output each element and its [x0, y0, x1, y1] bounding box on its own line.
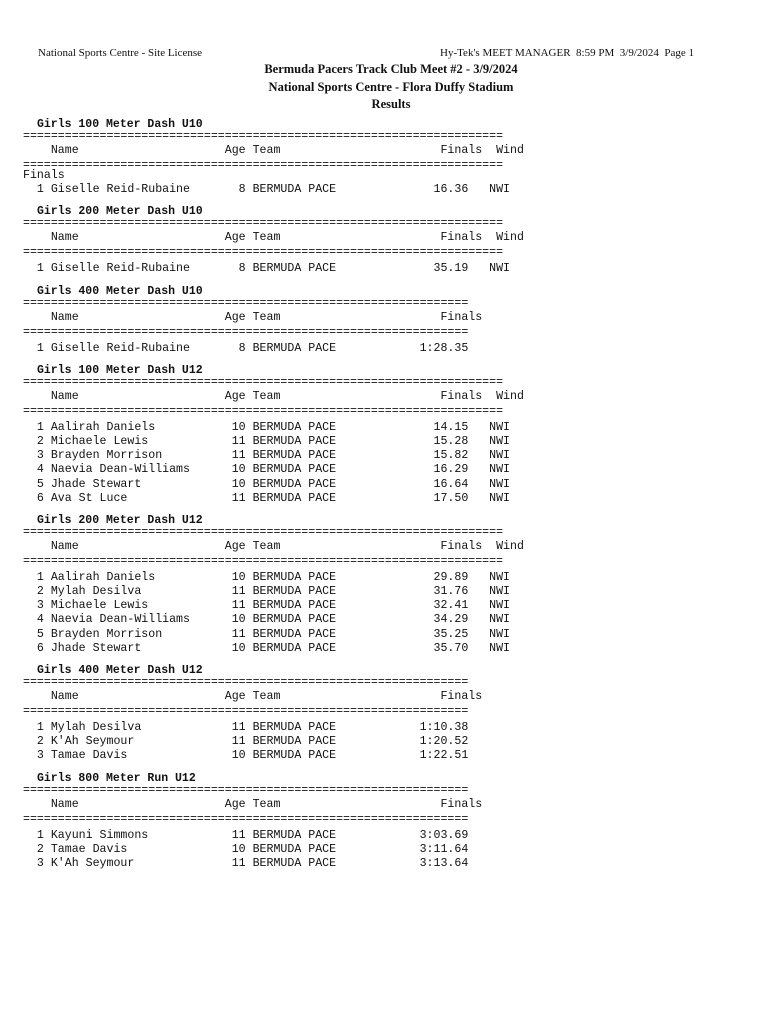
divider-rule: =====================================================================: [23, 220, 504, 228]
event-block: [23, 203, 524, 282]
event-block: [23, 362, 524, 512]
column-header: Name Age Team Finals Wind: [23, 231, 524, 245]
venue-title: National Sports Centre - Flora Duffy Stadium: [268, 79, 514, 94]
divider-rule: =====================================================================: [23, 249, 504, 257]
result-row: 3 Tamae Davis 10 BERMUDA PACE 1:22.51: [23, 749, 469, 763]
result-row: 2 Tamae Davis 10 BERMUDA PACE 3:11.64: [23, 842, 469, 856]
result-row: 3 Brayden Morrison 11 BERMUDA PACE 15.82 NWI: [23, 449, 511, 463]
result-row: 1 Aalirah Daniels 10 BERMUDA PACE 29.89 NWI: [23, 570, 511, 584]
event-title: Girls 200 Meter Dash U10: [37, 205, 203, 219]
event-title: Girls 100 Meter Dash U10: [37, 118, 203, 131]
divider-rule: =====================================================================: [23, 407, 504, 415]
column-header: Name Age Team Finals Wind: [23, 389, 524, 403]
event-title: Girls 400 Meter Dash U12: [37, 664, 203, 677]
event-block: [23, 770, 524, 878]
column-header: Name Age Team Finals Wind: [23, 144, 524, 157]
event-block: [23, 512, 524, 662]
divider-rule: ================================================================: [23, 786, 469, 794]
site-license-header: National Sports Centre - Site License: [38, 47, 203, 59]
divider-rule: =====================================================================: [23, 528, 504, 536]
divider-rule: ================================================================: [23, 815, 469, 823]
result-row: 6 Ava St Luce 11 BERMUDA PACE 17.50 NWI: [23, 491, 511, 505]
result-row: 5 Jhade Stewart 10 BERMUDA PACE 16.64 NWI: [23, 477, 511, 491]
column-header: Name Age Team Finals: [23, 690, 483, 703]
result-row: 1 Giselle Reid-Rubaine 8 BERMUDA PACE 16.36 NWI: [23, 183, 511, 197]
result-row: 5 Brayden Morrison 11 BERMUDA PACE 35.25 NWI: [23, 627, 511, 641]
divider-rule: ================================================================: [23, 708, 469, 715]
spacer: [23, 871, 524, 877]
column-header: Name Age Team Finals Wind: [23, 539, 524, 553]
result-row: 3 K'Ah Seymour 11 BERMUDA PACE 3:13.64: [23, 856, 469, 870]
meet-title-block: [0, 61, 768, 114]
result-row: 2 Michaele Lewis 11 BERMUDA PACE 15.28 NWI: [23, 434, 511, 448]
event-block: [23, 283, 524, 362]
divider-rule: =====================================================================: [23, 557, 504, 565]
result-row: 4 Naevia Dean-Williams 10 BERMUDA PACE 16.29 NWI: [23, 463, 511, 477]
event-title: Girls 800 Meter Run U12: [37, 771, 196, 785]
result-row: 6 Jhade Stewart 10 BERMUDA PACE 35.70 NWI: [23, 641, 511, 655]
event-block: [23, 662, 524, 770]
result-row: 4 Naevia Dean-Williams 10 BERMUDA PACE 34.29 NWI: [23, 613, 511, 627]
result-row: 1 Giselle Reid-Rubaine 8 BERMUDA PACE 35.19 NWI: [23, 262, 511, 276]
result-row: 1 Kayuni Simmons 11 BERMUDA PACE 3:03.69: [23, 828, 469, 842]
meet-manager-header: Hy-Tek's MEET MANAGER 8:59 PM 3/9/2024 Page 1: [440, 47, 695, 59]
result-row: 3 Michaele Lewis 11 BERMUDA PACE 32.41 NWI: [23, 599, 511, 613]
divider-rule: ================================================================: [23, 299, 469, 307]
divider-rule: ================================================================: [23, 679, 469, 686]
column-header: Name Age Team Finals: [23, 310, 483, 324]
result-row: 1 Aalirah Daniels 10 BERMUDA PACE 14.15 NWI: [23, 420, 511, 434]
divider-rule: =====================================================================: [23, 162, 504, 169]
divider-rule: ================================================================: [23, 328, 469, 336]
result-row: 2 K'Ah Seymour 11 BERMUDA PACE 1:20.52: [23, 735, 469, 749]
divider-rule: =====================================================================: [23, 133, 504, 140]
event-title: Girls 100 Meter Dash U12: [37, 363, 203, 377]
column-header: Name Age Team Finals: [23, 797, 483, 811]
event-title: Girls 400 Meter Dash U10: [37, 284, 203, 298]
result-row: 1 Mylah Desilva 11 BERMUDA PACE 1:10.38: [23, 721, 469, 734]
result-row: 1 Giselle Reid-Rubaine 8 BERMUDA PACE 1:28.35: [23, 341, 469, 355]
events-list: [23, 116, 524, 877]
event-block: [23, 116, 524, 203]
meet-title: Bermuda Pacers Track Club Meet #2 - 3/9/2024: [264, 62, 518, 76]
event-title: Girls 200 Meter Dash U12: [37, 513, 203, 527]
results-heading: Results: [371, 97, 411, 111]
section-label: Finals: [23, 169, 65, 182]
result-row: 2 Mylah Desilva 11 BERMUDA PACE 31.76 NWI: [23, 585, 511, 599]
divider-rule: =====================================================================: [23, 378, 504, 386]
